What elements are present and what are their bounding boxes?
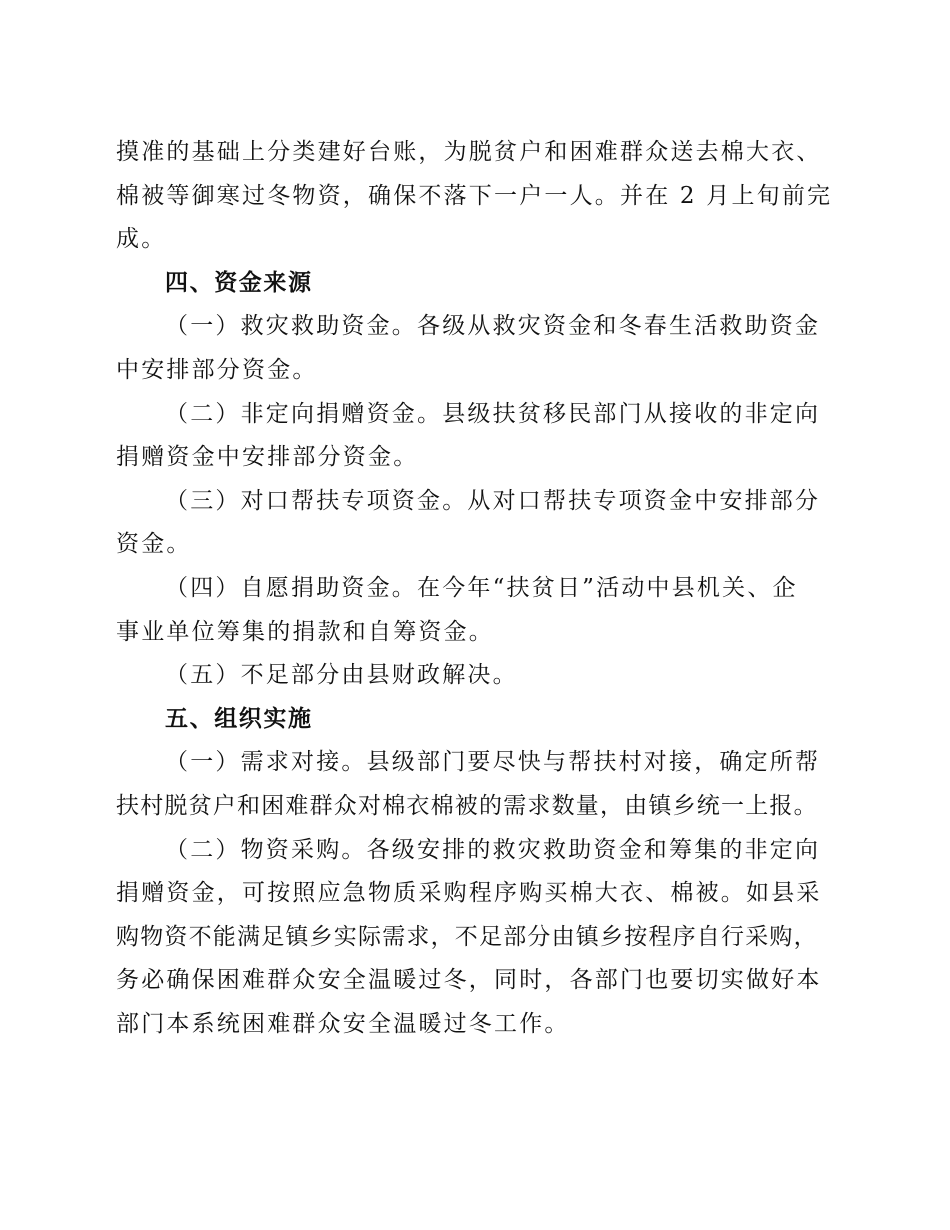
paragraph-line: 捐赠资金中安排部分资金。 [116, 444, 419, 471]
paragraph-line: 成。 [116, 226, 167, 253]
paragraph-line: 事业单位筹集的捐款和自筹资金。 [116, 618, 494, 645]
paragraph-line: （三）对口帮扶专项资金。从对口帮扶专项资金中安排部分 [165, 487, 821, 514]
paragraph-line: 部门本系统困难群众安全温暖过冬工作。 [116, 1010, 570, 1037]
section-heading-implementation: 五、组织实施 [165, 705, 313, 732]
paragraph-line: 资金。 [116, 531, 192, 558]
paragraph-line: （一）需求对接。县级部门要尽快与帮扶村对接，确定所帮 [165, 749, 821, 776]
paragraph-line: 捐赠资金，可按照应急物质采购程序购买棉大衣、棉被。如县采 [116, 880, 822, 907]
paragraph-line: 购物资不能满足镇乡实际需求，不足部分由镇乡按程序自行采购， [116, 923, 818, 950]
paragraph-line: 中安排部分资金。 [116, 356, 318, 383]
paragraph-line: （二）物资采购。各级安排的救灾救助资金和筹集的非定向 [165, 836, 821, 863]
paragraph-line: 扶村脱贫户和困难群众对棉衣棉被的需求数量，由镇乡统一上报。 [116, 792, 818, 819]
section-heading-funding-sources: 四、资金来源 [165, 269, 313, 296]
paragraph-line: （二）非定向捐赠资金。县级扶贫移民部门从接收的非定向 [165, 400, 821, 427]
document-body [116, 131, 831, 1046]
paragraph-line: 务必确保困难群众安全温暖过冬，同时，各部门也要切实做好本 [116, 967, 822, 994]
paragraph-line: 摸准的基础上分类建好台账，为脱贫户和困难群众送去棉大衣、 [116, 139, 822, 165]
paragraph-line: （五）不足部分由县财政解决。 [165, 662, 518, 689]
paragraph-line: （四）自愿捐助资金。在今年“扶贫日”活动中县机关、企 [165, 574, 798, 601]
paragraph-line: 棉被等御寒过冬物资，确保不落下一户一人。并在 2 月上旬前完 [116, 182, 833, 209]
paragraph-line: （一）救灾救助资金。各级从救灾资金和冬春生活救助资金 [165, 313, 821, 340]
